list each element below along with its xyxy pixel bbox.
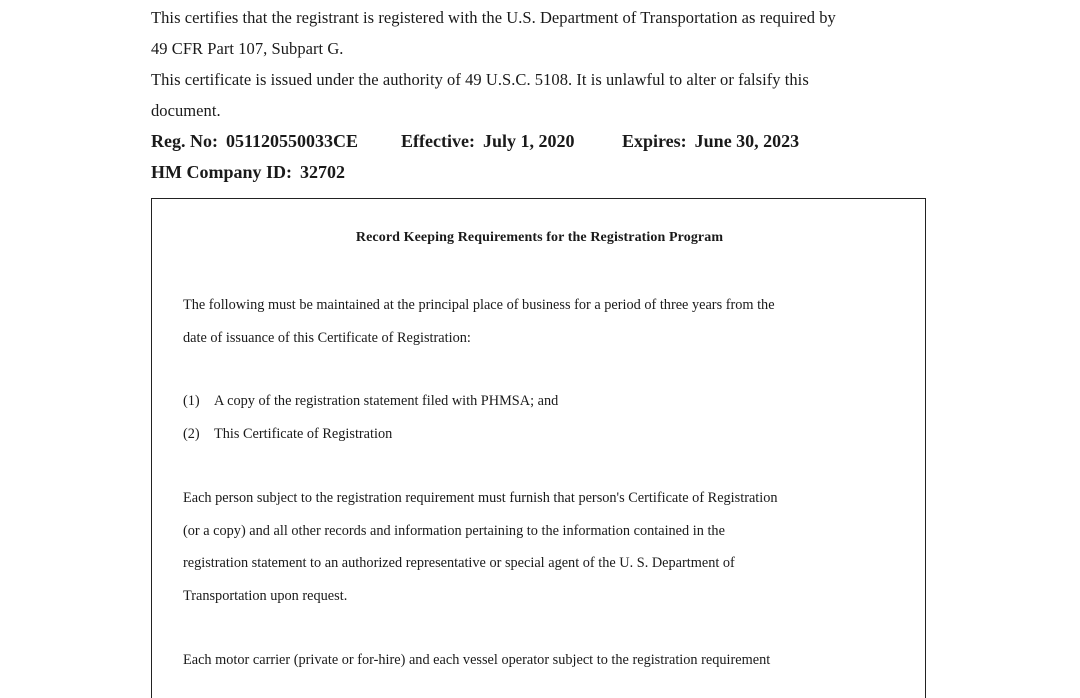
reg-no-label: Reg. No:: [151, 131, 218, 151]
list-item-text: A copy of the registration statement filed with PHMSA; and: [214, 393, 559, 409]
effective-date-field: [401, 128, 622, 154]
carrier-paragraph: [183, 644, 883, 677]
intro-line: This certificate is issued under the authority of 49 U.S.C. 5108. It is unlawful to alter or falsify this: [151, 70, 809, 89]
intro-line: document.: [151, 101, 221, 120]
paragraph-line: Transportation upon request.: [183, 587, 348, 604]
intro-line: 49 CFR Part 107, Subpart G.: [151, 39, 344, 58]
hm-company-id-row: [151, 159, 345, 185]
hm-company-value: 32702: [300, 162, 346, 182]
list-item: [183, 418, 883, 451]
paragraph-line: Each motor carrier (private or for-hire) and each vessel operator subject to the registration requirement: [183, 652, 771, 668]
furnish-records-paragraph: [183, 482, 883, 612]
maintenance-paragraph: [183, 289, 883, 354]
required-records-list: [183, 385, 883, 450]
expires-date-field: [622, 128, 799, 154]
record-keeping-title: Record Keeping Requirements for the Registration Program: [355, 230, 724, 245]
registration-details-row: [151, 128, 799, 154]
paragraph-line: Each person subject to the registration requirement must furnish that person's Certificate of Registration: [183, 490, 778, 506]
paragraph-line: registration statement to an authorized representative or special agent of the U. S. Department of: [183, 555, 735, 571]
expires-value: June 30, 2023: [694, 131, 800, 151]
list-item-text: This Certificate of Registration: [214, 425, 393, 442]
list-item: [183, 385, 883, 418]
effective-value: July 1, 2020: [482, 131, 575, 151]
hm-company-label: HM Company ID:: [151, 162, 293, 182]
paragraph-line: date of issuance of this Certificate of Registration:: [183, 329, 471, 346]
certification-statement: [151, 2, 911, 126]
effective-label: Effective:: [401, 131, 475, 151]
reg-no-value: 051120550033CE: [225, 131, 358, 151]
intro-line: This certifies that the registrant is registered with the U.S. Department of Transportation as required by: [151, 8, 836, 27]
reg-no-field: [151, 128, 401, 154]
list-item-number: (2): [183, 425, 200, 442]
record-keeping-box: [151, 198, 926, 698]
expires-label: Expires:: [622, 131, 687, 151]
paragraph-line: The following must be maintained at the principal place of business for a period of three years from the: [183, 297, 775, 313]
list-item-number: (1): [183, 393, 200, 409]
paragraph-line: (or a copy) and all other records and information pertaining to the information contained in the: [183, 522, 725, 539]
